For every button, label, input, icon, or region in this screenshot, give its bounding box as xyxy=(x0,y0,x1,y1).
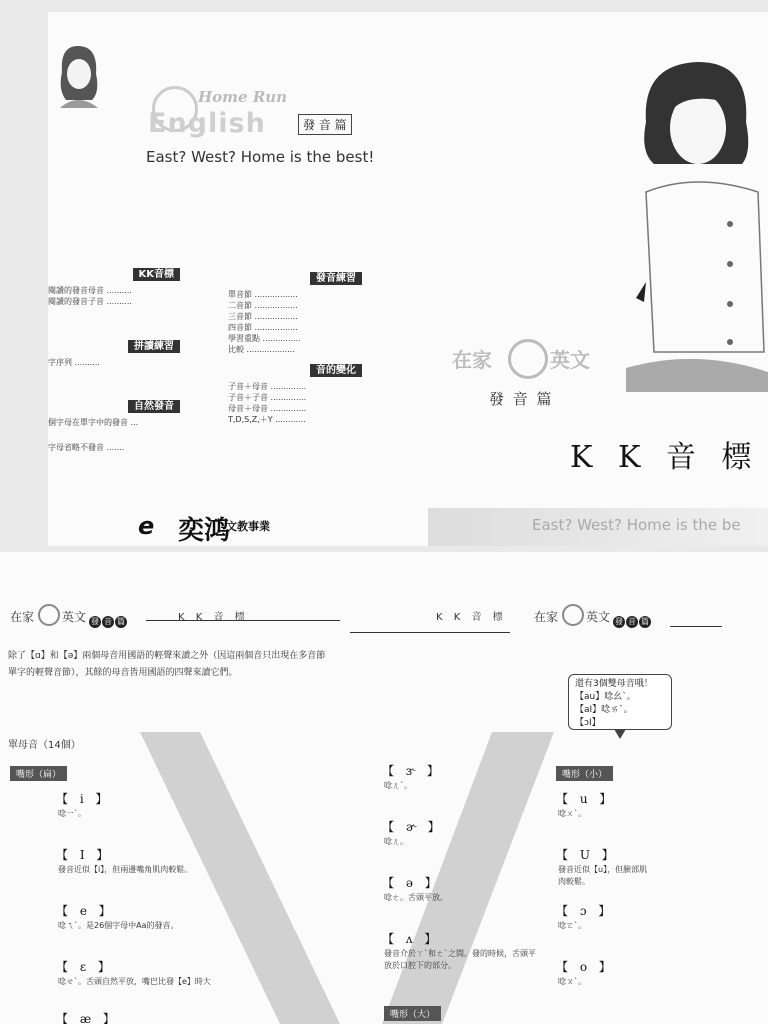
circle-label: 發 xyxy=(615,617,623,626)
toc-item: 子音＋子音 .............. xyxy=(228,393,307,402)
vowel-desc: 唸一ˋ。 xyxy=(58,809,86,818)
toc-section-phonics xyxy=(48,394,180,453)
publisher-name: 文教事業 xyxy=(226,520,270,533)
vowel-desc: 唸ㄟˋ。是26個字母中Aa的發音。 xyxy=(58,921,179,930)
vowel-desc: 發音近似【i】，但兩邊嘴角肌肉較鬆。 xyxy=(58,865,193,874)
vowel-symbol: 【 ə 】 xyxy=(382,876,441,890)
header-brand-right: 在家 xyxy=(534,610,559,624)
toc-item: 四音節 ................. xyxy=(228,323,298,332)
vowel-symbol: 【 i 】 xyxy=(56,792,112,806)
vowel-symbol: 【 ε 】 xyxy=(56,960,114,974)
toc-section-spelling xyxy=(48,334,180,368)
header-rule-right xyxy=(350,632,510,633)
mouth-shape-tag: 嘴形（大） xyxy=(384,1006,441,1021)
vowel-symbol: 【 ɝ 】 xyxy=(382,764,443,778)
header-ring-icon xyxy=(38,604,60,626)
circle-label: 音 xyxy=(104,617,112,626)
tagline: East? West? Home is the best! xyxy=(146,148,375,166)
header-circles-right xyxy=(612,609,651,628)
vowel-desc: 唸ㄨˋ。 xyxy=(558,809,586,818)
vowel-symbol: 【 u 】 xyxy=(556,792,616,806)
vowel-symbol: 【 U 】 xyxy=(556,848,618,862)
vowel-symbol: 【 ʌ 】 xyxy=(382,932,441,946)
toc-item: 字母省略不發音 ....... xyxy=(48,443,125,452)
toc-item: 子音＋母音 .............. xyxy=(228,382,307,391)
cover-title: K K 音 標 xyxy=(570,440,760,475)
vowel-symbol: 【 æ 】 xyxy=(56,1012,119,1024)
vowel-desc: 唸ㄦˋ。 xyxy=(384,781,412,790)
toc-item: 母音＋母音 .............. xyxy=(228,404,307,413)
header-circles-left xyxy=(88,609,127,628)
vowel-symbol: 【 ɚ 】 xyxy=(382,820,444,834)
toc-item: 比較 ................... xyxy=(228,345,295,354)
header-rule-end xyxy=(670,626,722,627)
circle-label: 音 xyxy=(628,617,636,626)
header-brand-text: 在家 xyxy=(10,610,35,624)
header-brand-left2: 英文 xyxy=(62,610,87,624)
vowel-desc: 唸ㄛˋ。 xyxy=(558,921,586,930)
toc-heading: KK音標 xyxy=(133,268,181,281)
inner-spread xyxy=(0,552,768,1024)
toc-item: 閱讀的發音母音 .......... xyxy=(48,286,132,295)
vowel-desc: 唸ㄡˋ。 xyxy=(558,977,586,986)
toc-section-kk xyxy=(48,262,180,307)
vowel-desc: 唸ㄝˋ。舌頭自然平放，嘴巴比發【e】時大 xyxy=(58,977,211,986)
vowel-desc: 唸ㄜ。舌頭平放。 xyxy=(384,893,448,902)
toc-item: 字序列 .......... xyxy=(48,358,100,367)
toc-item: 個字母在單字中的發音 ... xyxy=(48,418,139,427)
vowel-symbol: 【 e 】 xyxy=(56,904,115,918)
circle-label: 篇 xyxy=(117,617,125,626)
toc-item: 二音節 ................. xyxy=(228,301,298,310)
vowel-desc: 發音近似【u】，但臉部肌肉較鬆。 xyxy=(558,865,648,886)
mouth-shape-tag: 嘴形（小） xyxy=(556,766,613,781)
header-ring-icon xyxy=(562,604,584,626)
header-brand-left xyxy=(10,608,34,625)
logo-english: English xyxy=(148,108,266,139)
toc-heading: 拼讀練習 xyxy=(128,340,180,353)
bubble-tail-icon xyxy=(614,729,626,739)
header-kk-left: K K 音 標 xyxy=(178,612,249,623)
toc-item: 學習重點 ............... xyxy=(228,334,301,343)
intro-paragraph: 除了【ɑ】和【ə】兩個母音用國語的輕聲來讀之外（因這兩個音只出現在多音節單字的輕聲音節），其餘的母音皆用國語的四聲來讀它們。 xyxy=(8,651,326,678)
bubble-line: 還有3個雙母音哦！ xyxy=(575,679,653,689)
diphthong-speech-bubble xyxy=(568,674,672,730)
brand-left: 在家 xyxy=(452,348,492,372)
publisher-logo: 奕鸿 xyxy=(178,516,231,546)
pronunciation-label: 發 音 篇 xyxy=(298,114,352,135)
toc-item: 閱讀的發音子音 .......... xyxy=(48,297,132,306)
vowel-symbol: 【 I 】 xyxy=(56,848,113,862)
tagline-repeat: East? West? Home is the be xyxy=(532,516,741,534)
vowel-desc: 發音介於ㄚˋ和ㄜˋ之間。發的時候，舌頭平放於口腔下的部分。 xyxy=(384,949,536,970)
portrait-large-image xyxy=(626,52,768,392)
logo-script: Home Run xyxy=(198,88,288,106)
toc-section-changes xyxy=(228,358,362,425)
brand-right: 英文 xyxy=(550,348,590,372)
toc-item: 單音節 ................. xyxy=(228,290,298,299)
toc-heading: 音的變化 xyxy=(310,364,362,377)
vowel-symbol: 【 o 】 xyxy=(556,960,615,974)
toc-heading: 自然發音 xyxy=(128,400,180,413)
header-kk-right: K K 音 標 xyxy=(436,612,507,623)
bubble-line: 【au】唸幺ˋ。 xyxy=(575,692,636,702)
toc-heading: 發音練習 xyxy=(310,272,362,285)
header-brand-right2: 英文 xyxy=(586,610,611,624)
brand-ring-icon xyxy=(508,339,548,379)
vowel-desc: 唸ㄦ。 xyxy=(384,837,408,846)
bubble-line: 【ɔI】 xyxy=(575,718,601,728)
portrait-small-image xyxy=(52,42,104,108)
cover-page xyxy=(48,12,768,546)
circle-label: 發 xyxy=(91,617,99,626)
publisher-e-logo-icon: e xyxy=(138,512,155,540)
toc-item: 三音節 ................. xyxy=(228,312,298,321)
mouth-shape-tag: 嘴形（扁） xyxy=(10,766,67,781)
toc-item: T,D,S,Z,＋Y ............ xyxy=(228,415,306,424)
brand-subtitle: 發 音 篇 xyxy=(489,390,554,408)
bubble-line: 【aI】唸ㄞˋ。 xyxy=(575,705,633,715)
vowel-symbol: 【 ɔ 】 xyxy=(556,904,615,918)
circle-label: 篇 xyxy=(641,617,649,626)
toc-section-practice xyxy=(228,266,362,355)
vowel-count: 單母音（14個） xyxy=(8,740,81,751)
